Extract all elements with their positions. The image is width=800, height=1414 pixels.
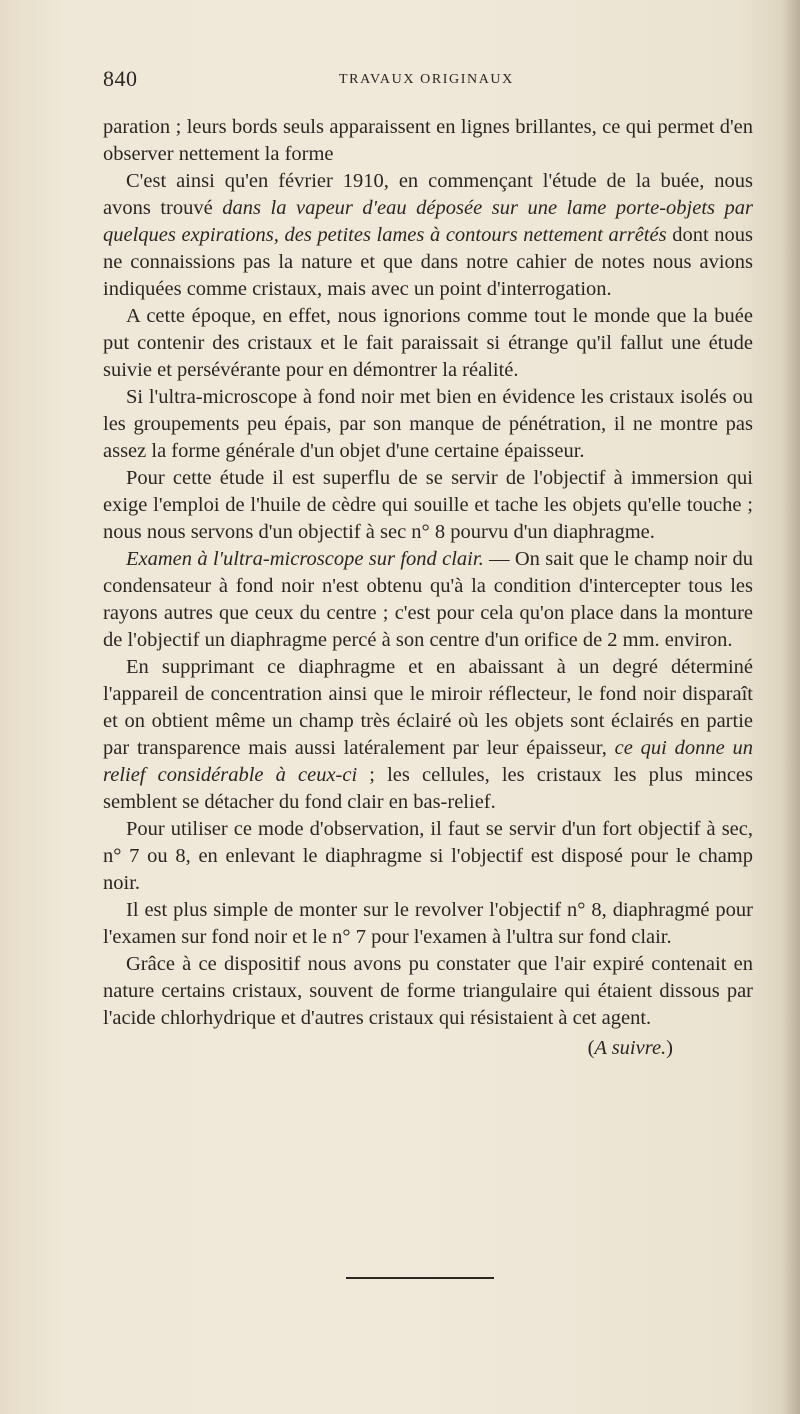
signoff-open: (	[587, 1037, 595, 1059]
signoff-close: )	[666, 1037, 673, 1059]
italic-run: ce qui donne un relief considérable à ceux-ci	[103, 737, 753, 786]
running-head: TRAVAUX ORIGINAUX	[339, 72, 514, 87]
text-run: ; les cellules, les cristaux les plus minces semblent se détacher du fond clair en bas-relief.	[103, 764, 753, 813]
paragraph	[103, 168, 753, 303]
text-run: A cette époque, en effet, nous ignorions comme tout le monde que la buée put contenir des cristaux et le fait paraissait si étrange qu'il fallut une étude suivie et persévérante pour en démontrer la réalité.	[103, 305, 753, 381]
article-body	[103, 114, 753, 1062]
page-number: 840	[103, 66, 138, 91]
page-header	[103, 66, 753, 96]
text-run: Pour utiliser ce mode d'observation, il faut se servir d'un fort objectif à sec, n° 7 ou 8, en enlevant le diaphragme si l'objectif est disposé pour le champ noir.	[103, 818, 753, 894]
paragraph	[103, 114, 753, 168]
end-rule	[346, 1277, 494, 1279]
italic-run: dans la vapeur d'eau déposée sur une lame porte-objets par quelques expirations, des petites lames à contours nettement arrêtés	[103, 197, 753, 246]
paragraph	[103, 897, 753, 951]
text-run: — On sait que le champ noir du condensateur à fond noir n'est obtenu qu'à la condition d'intercepter tous les rayons autres que ceux du centre ; c'est pour cela qu'on place dans la monture de l'objectif un diaphragme percé à son centre d'un orifice de 2 mm. environ.	[103, 548, 753, 651]
page-edge-shadow	[782, 0, 800, 1414]
paragraph	[103, 465, 753, 546]
text-run: En supprimant ce diaphragme et en abaissant à un degré déterminé l'appareil de concentration ainsi que le miroir réflecteur, le fond noir disparaît et on obtient même un champ très éclairé où les objets sont éclairés en partie par transparence mais aussi latéralement par leur épaisseur,	[103, 656, 753, 759]
paragraph	[103, 816, 753, 897]
to-be-continued	[103, 1035, 753, 1062]
text-run: Si l'ultra-microscope à fond noir met bien en évidence les cristaux isolés ou les groupements peu épais, par son manque de pénétration, il ne montre pas assez la forme générale d'un objet d'une certaine épaisseur.	[103, 386, 753, 462]
paragraph	[103, 303, 753, 384]
paragraph	[103, 951, 753, 1032]
italic-run: Examen à l'ultra-microscope sur fond clair.	[126, 548, 484, 570]
text-run: C'est ainsi qu'en février 1910, en commençant l'étude de la buée, nous avons trouvé	[103, 170, 753, 219]
text-run: Il est plus simple de monter sur le revolver l'objectif n° 8, diaphragmé pour l'examen sur fond noir et le n° 7 pour l'examen à l'ultra sur fond clair.	[103, 899, 753, 948]
paragraph	[103, 654, 753, 816]
paragraph-list	[103, 114, 753, 1032]
text-run: dont nous ne connaissions pas la nature et que dans notre cahier de notes nous avions indiquées comme cristaux, mais avec un point d'interrogation.	[103, 224, 753, 300]
paragraph	[103, 384, 753, 465]
text-run: paration ; leurs bords seuls apparaissent en lignes brillantes, ce qui permet d'en observer nettement la forme	[103, 116, 753, 165]
text-run: Pour cette étude il est superflu de se servir de l'objectif à immersion qui exige l'emploi de l'huile de cèdre qui souille et tache les objets qu'elle touche ; nous nous servons d'un objectif à sec n° 8 pourvu d'un diaphragme.	[103, 467, 753, 543]
signoff-text: A suivre.	[594, 1037, 667, 1059]
paragraph	[103, 546, 753, 654]
text-run: Grâce à ce dispositif nous avons pu constater que l'air expiré contenait en nature certains cristaux, souvent de forme triangulaire qui étaient dissous par l'acide chlorhydrique et d'autres cristaux qui résistaient à cet agent.	[103, 953, 753, 1029]
